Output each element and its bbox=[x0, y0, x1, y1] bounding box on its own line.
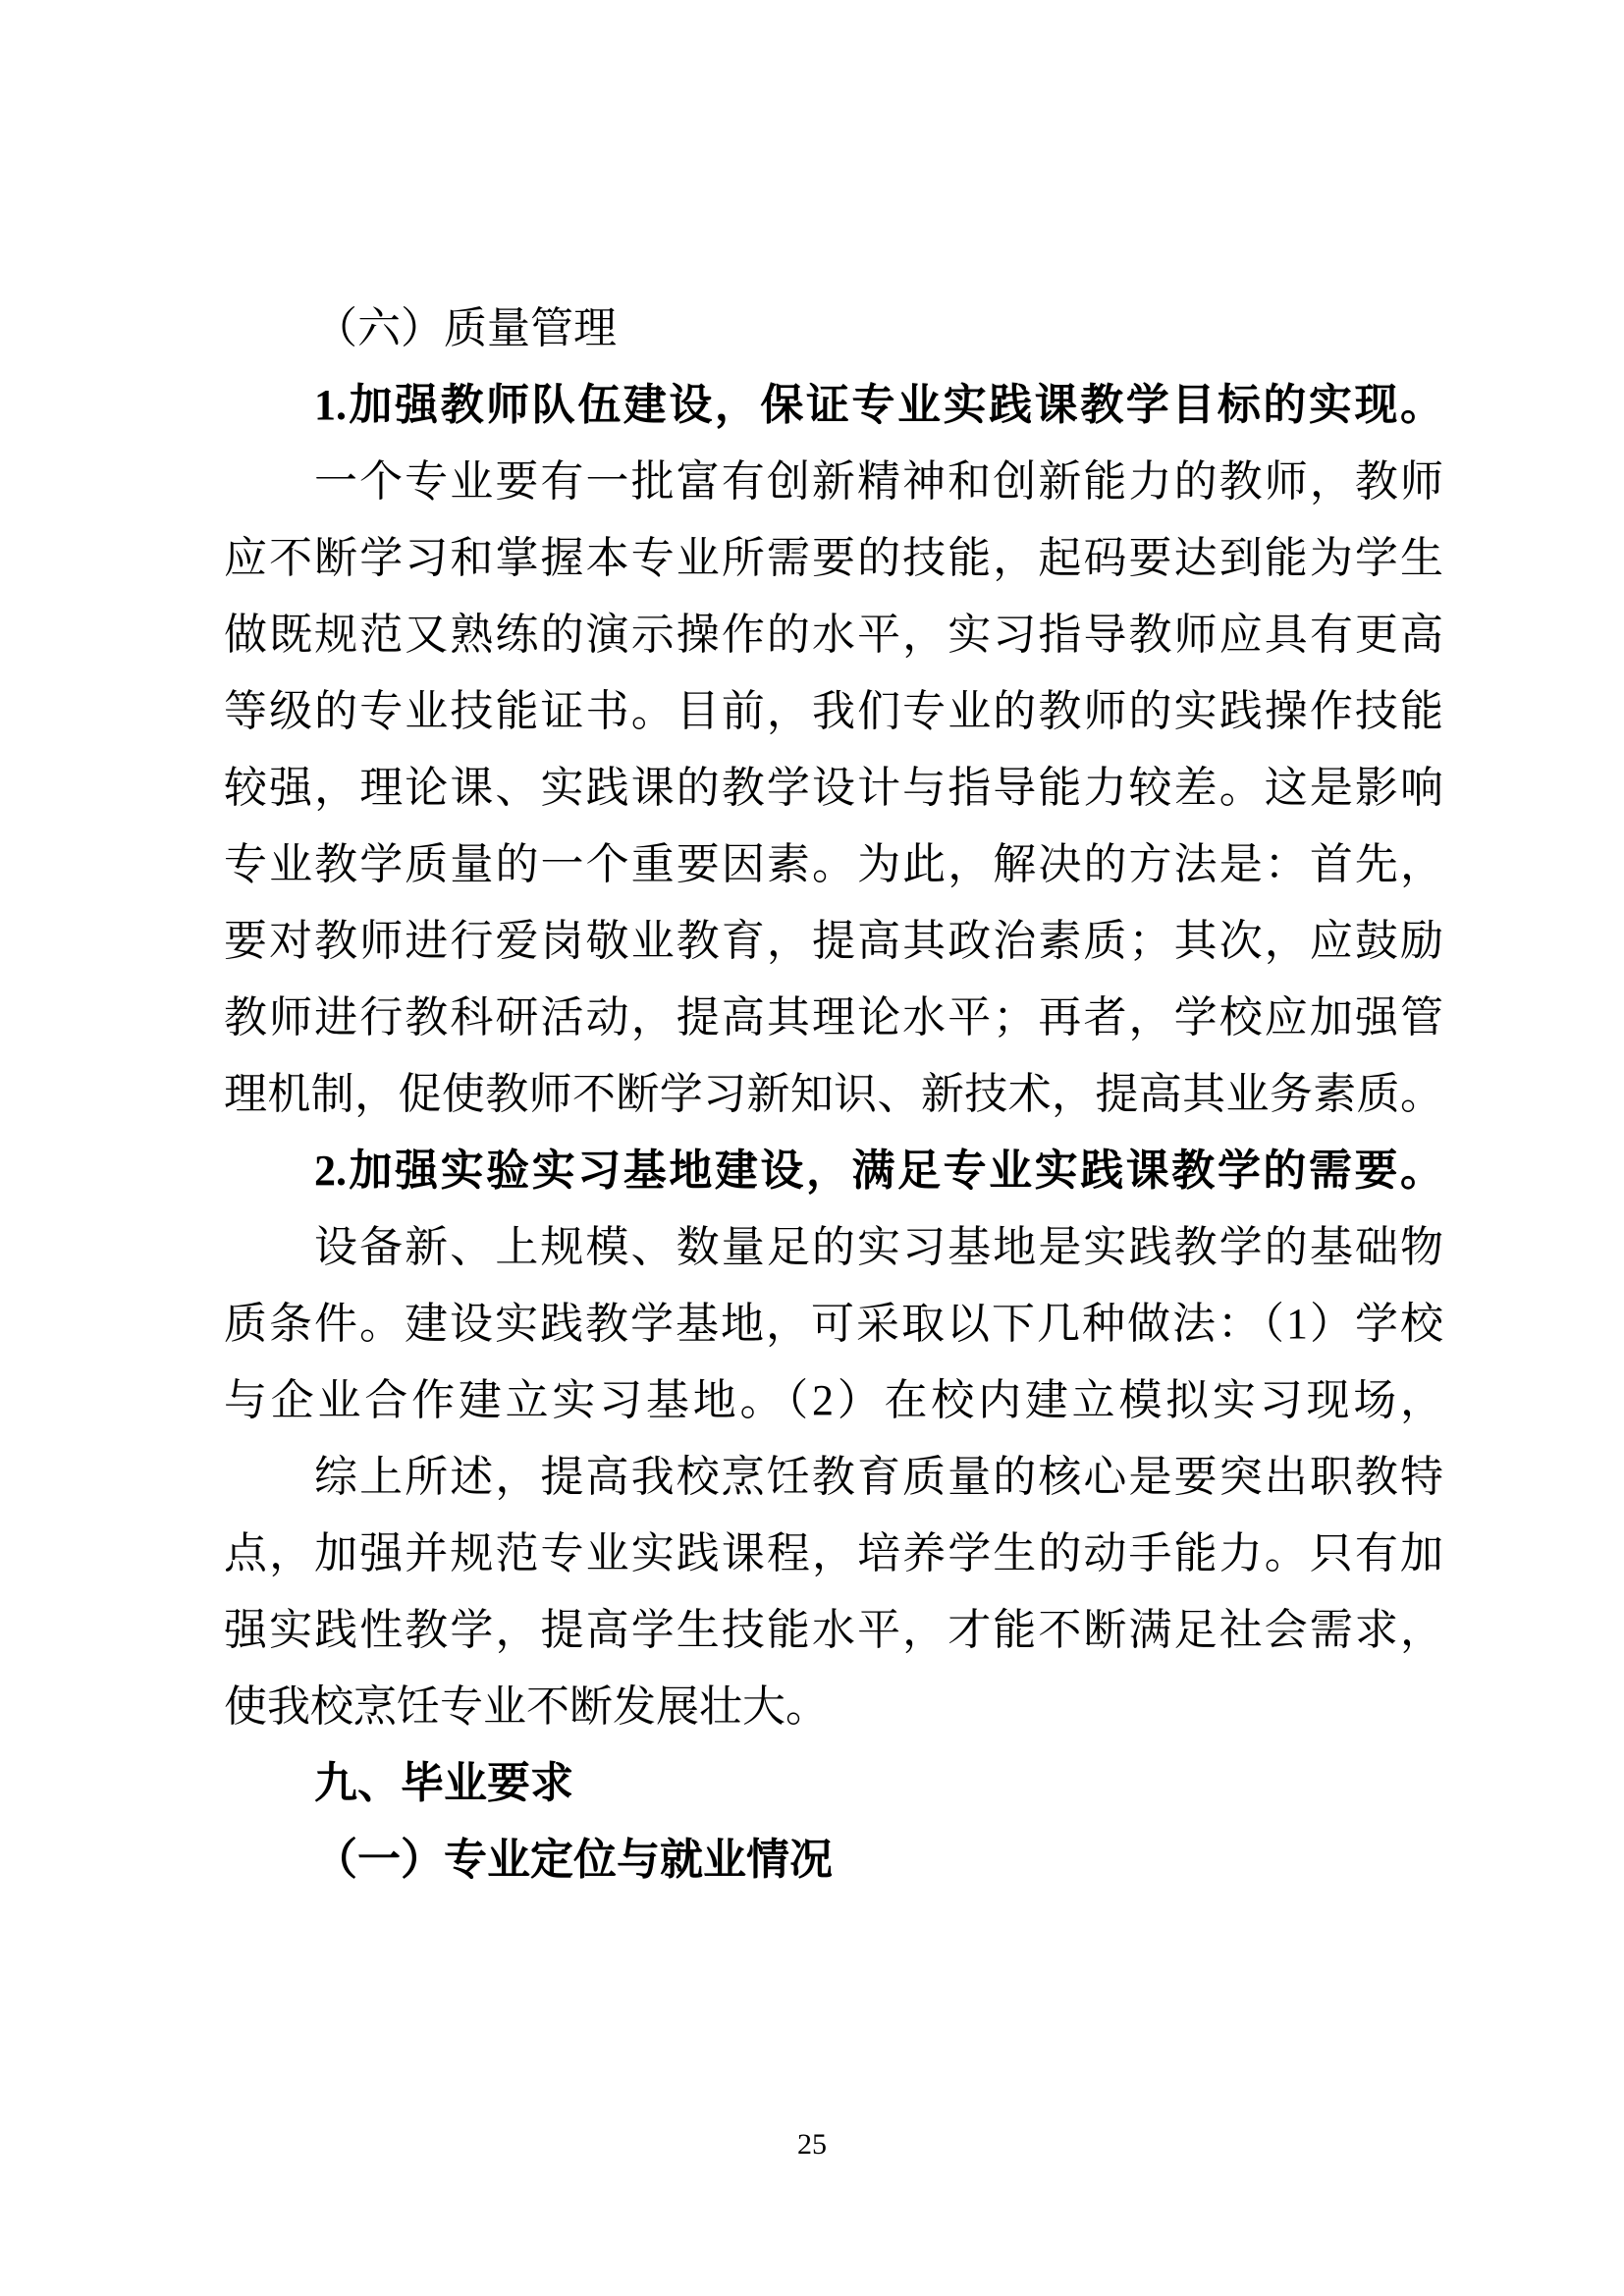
body-line: 要对教师进行爱岗敬业教育，提高其政治素质；其次，应鼓励 bbox=[224, 917, 1443, 965]
body-line: 一个专业要有一批富有创新精神和创新能力的教师，教师 bbox=[314, 457, 1443, 506]
body-line: 较强，理论课、实践课的教学设计与指导能力较差。这是影响 bbox=[224, 764, 1443, 812]
body-line: 使我校烹饪专业不断发展壮大。 bbox=[224, 1682, 829, 1731]
subheading-teacher-team: 1.加强教师队伍建设，保证专业实践课教学目标的实现。 bbox=[314, 381, 1443, 429]
document-body bbox=[224, 291, 1443, 1898]
section-heading-graduation-requirements: 九、毕业要求 bbox=[314, 1759, 573, 1807]
body-line: 强实践性教学，提高学生技能水平，才能不断满足社会需求， bbox=[224, 1606, 1443, 1654]
body-line: 做既规范又熟练的演示操作的水平，实习指导教师应具有更高 bbox=[224, 611, 1443, 659]
body-line: 应不断学习和掌握本专业所需要的技能，起码要达到能为学生 bbox=[224, 534, 1443, 582]
body-line: 等级的专业技能证书。目前，我们专业的教师的实践操作技能 bbox=[224, 687, 1443, 735]
body-line: 综上所述，提高我校烹饪教育质量的核心是要突出职教特 bbox=[314, 1453, 1443, 1501]
subheading-practice-base: 2.加强实验实习基地建设，满足专业实践课教学的需要。 bbox=[314, 1147, 1443, 1195]
body-line: 理机制，促使教师不断学习新知识、新技术，提高其业务素质。 bbox=[224, 1070, 1443, 1118]
page-number: 25 bbox=[797, 2128, 827, 2161]
body-line: 点，加强并规范专业实践课程，培养学生的动手能力。只有加 bbox=[224, 1529, 1443, 1577]
body-line: 教师进行教科研活动，提高其理论水平；再者，学校应加强管 bbox=[224, 993, 1443, 1041]
body-line: 专业教学质量的一个重要因素。为此，解决的方法是：首先， bbox=[224, 840, 1443, 888]
section-heading-quality-management: （六）质量管理 bbox=[314, 304, 617, 352]
body-line: 设备新、上规模、数量足的实习基地是实践教学的基础物 bbox=[314, 1223, 1443, 1271]
body-line: 与企业合作建立实习基地。（2）在校内建立模拟实习现场， bbox=[224, 1376, 1443, 1424]
body-line: 质条件。建设实践教学基地，可采取以下几种做法：（1）学校 bbox=[224, 1300, 1443, 1348]
subheading-major-positioning: （一）专业定位与就业情况 bbox=[314, 1836, 833, 1884]
